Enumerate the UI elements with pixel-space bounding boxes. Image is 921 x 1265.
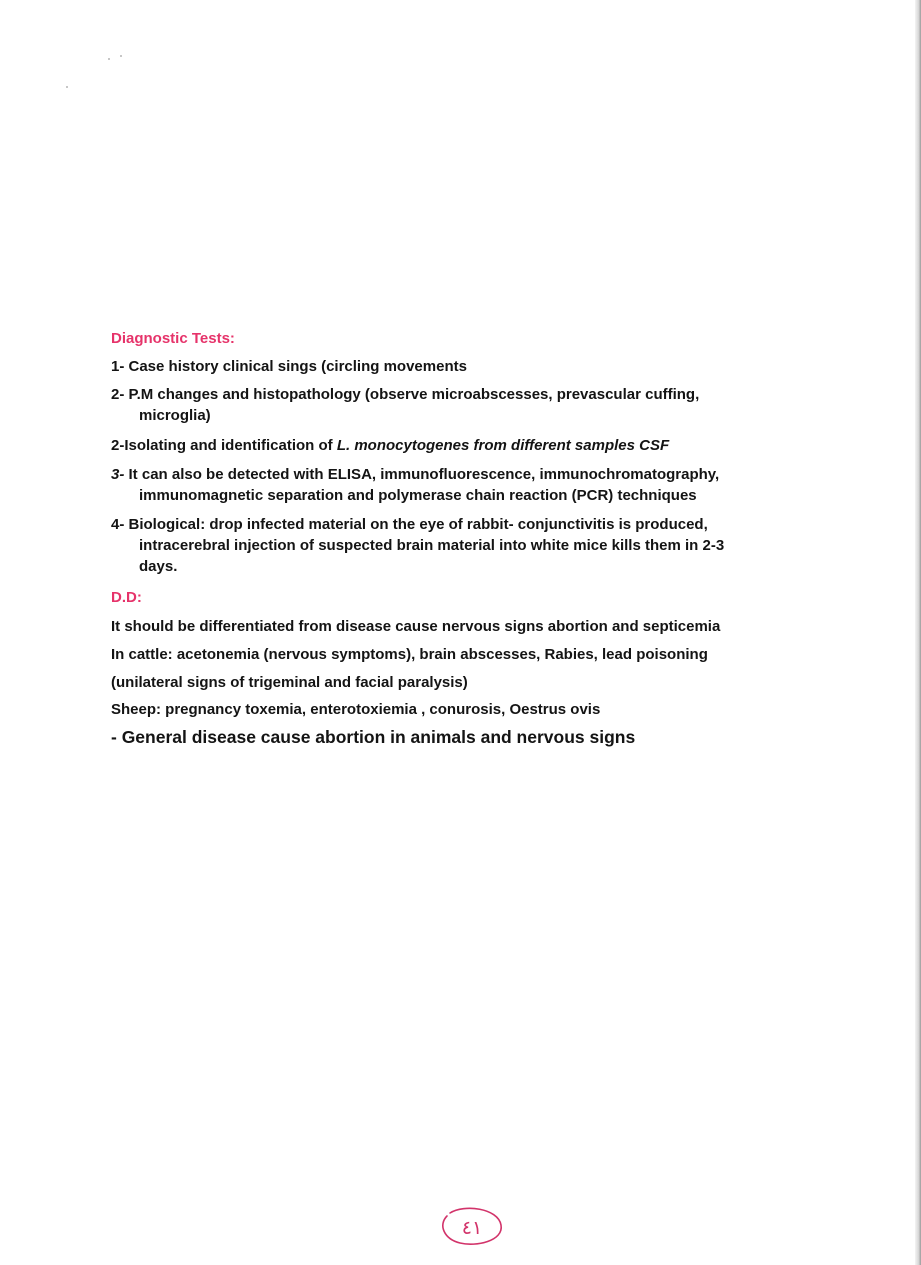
- dd-line-3: (unilateral signs of trigeminal and facial paralysis): [111, 674, 468, 691]
- dd-line-1: It should be differentiated from disease cause nervous signs abortion and septicemia: [111, 618, 721, 635]
- diagnostic-item-5: [111, 514, 811, 577]
- diagnostic-item-3: [111, 435, 669, 456]
- differential-diagnosis-heading: D.D:: [111, 589, 142, 606]
- diagnostic-item-2-line-2: microglia): [139, 407, 211, 424]
- page-edge-shadow: [915, 0, 921, 1265]
- page-number: ٤١: [461, 1217, 483, 1239]
- diagnostic-item-4: [111, 464, 811, 506]
- diagnostic-item-2-number: 2-: [111, 386, 125, 403]
- diagnostic-item-1: 1- Case history clinical sings (circling movements: [111, 358, 467, 375]
- page-number-stamp: [438, 1205, 506, 1249]
- diagnostic-tests-heading: Diagnostic Tests:: [111, 330, 235, 347]
- scan-speck: [120, 55, 122, 57]
- diagnostic-item-3-text: 2-Isolating and identification of: [111, 437, 337, 454]
- diagnostic-item-4-number: 3-: [111, 466, 125, 483]
- diagnostic-item-4-line-2: immunomagnetic separation and polymerase chain reaction (PCR) techniques: [139, 487, 697, 504]
- diagnostic-item-3-species: L. monocytogenes from different samples CSF: [336, 437, 670, 454]
- diagnostic-item-2: [111, 384, 811, 426]
- dd-line-4: Sheep: pregnancy toxemia, enterotoxiemia , conurosis, Oestrus ovis: [111, 701, 601, 718]
- diagnostic-item-5-line-3: days.: [139, 558, 178, 575]
- dd-line-2: In cattle: acetonemia (nervous symptoms), brain abscesses, Rabies, lead poisoning: [111, 646, 708, 663]
- diagnostic-item-2-line-1: P.M changes and histopathology (observe microabscesses, prevascular cuffing,: [128, 386, 700, 403]
- scan-speck: [108, 58, 110, 60]
- dd-line-5: - General disease cause abortion in animals and nervous signs: [111, 727, 636, 747]
- diagnostic-item-5-number: 4-: [111, 516, 125, 533]
- diagnostic-item-5-line-1: Biological: drop infected material on the eye of rabbit- conjunctivitis is produced,: [128, 516, 708, 533]
- diagnostic-item-5-line-2: intracerebral injection of suspected brain material into white mice kills them in 2-3: [139, 537, 725, 554]
- diagnostic-item-4-line-1: It can also be detected with ELISA, immunofluorescence, immunochromatography,: [128, 466, 720, 483]
- scan-speck: [66, 86, 68, 88]
